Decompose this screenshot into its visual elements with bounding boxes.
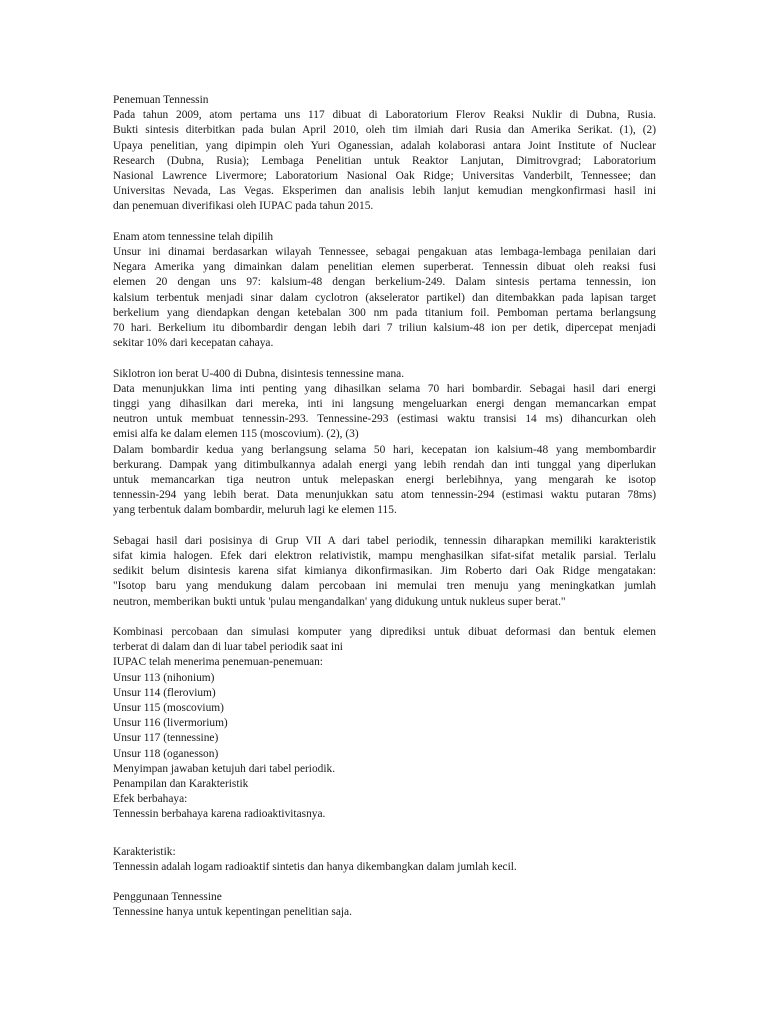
- section-penggunaan: [113, 890, 656, 920]
- text-line: Bukti sintesis diterbitkan pada bulan April 2010, oleh tim ilmiah dari Rusia dan Amerika Serikat. (1), (2): [113, 124, 656, 137]
- text-line: sedikit belum disintesis karena sifat kimianya dikonfirmasikan. Jim Roberto dari Oak Ridge mengatakan:: [113, 565, 656, 578]
- text-line: sekitar 10% dari kecepatan cahaya.: [113, 337, 274, 350]
- document-page: [113, 93, 656, 921]
- text-line: IUPAC telah menerima penemuan-penemuan:: [113, 656, 323, 669]
- text-line: Pada tahun 2009, atom pertama uns 117 dibuat di Laboratorium Flerov Reaksi Nuklir di Dubna, Rusia.: [113, 109, 656, 122]
- section-penemuan-tennessin: [113, 93, 656, 215]
- text-line: Research (Dubna, Rusia); Lembaga Penelitian untuk Reaktor Lanjutan, Dimitrovgrad; Laboratorium: [113, 154, 656, 167]
- text-line: Unsur 118 (oganesson): [113, 747, 219, 760]
- text-line: Unsur ini dinamai berdasarkan wilayah Tennessee, sebagai pengakuan atas lembaga-lembaga penilaian dari: [113, 246, 656, 259]
- text-line: Menyimpan jawaban ketujuh dari tabel periodik.: [113, 762, 336, 775]
- text-line: terberat di dalam dan di luar tabel periodik saat ini: [113, 641, 343, 654]
- section-karakteristik: [113, 845, 656, 875]
- text-line: Dalam bombardir kedua yang berlangsung selama 50 hari, kecepatan ion kalsium-48 yang membombardir: [113, 443, 656, 456]
- section-siklotron: [113, 367, 656, 519]
- section-first-line: Penggunaan Tennessine: [113, 891, 222, 904]
- section-kombinasi-percobaan: [113, 625, 656, 823]
- text-line: Unsur 114 (flerovium): [113, 686, 216, 699]
- text-line: kalsium terbentuk menjadi sinar dalam cyclotron (akselerator partikel) dan ditembakkan pada lapisan target: [113, 291, 656, 304]
- text-line: tennessin-294 yang lebih berat. Data menunjukkan satu atom tennessin-294 (estimasi waktu putaran 78ms): [113, 489, 656, 502]
- text-line: Tennessin berbahaya karena radioaktivitasnya.: [113, 808, 326, 821]
- text-line: tinggi yang dihasilkan dari mereka, inti ini langsung mengeluarkan energi dengan memancarkan empat: [113, 398, 656, 411]
- section-enam-atom: [113, 230, 656, 352]
- text-line: berkurang. Dampak yang ditimbulkannya adalah energi yang lebih rendah dan inti tunggal yang diperlukan: [113, 458, 656, 471]
- text-line: Unsur 116 (livermorium): [113, 717, 228, 730]
- text-line: neutron untuk membuat tennessin-293. Tennessine-293 (estimasi waktu transisi 14 ms) dihancurkan oleh: [113, 413, 656, 426]
- text-line: sifat kimia halogen. Efek dari elektron relativistik, mampu menghasilkan sifat-sifat metalik parsial. Terlalu: [113, 550, 656, 563]
- text-line: Upaya penelitian, yang dipimpin oleh Yuri Oganessian, adalah kolaborasi antara Joint Institute of Nuclear: [113, 139, 656, 152]
- section-grup-vii-a: [113, 534, 656, 610]
- text-line: emisi alfa ke dalam elemen 115 (moscovium). (2), (3): [113, 428, 359, 441]
- text-line: dan penemuan diverifikasi oleh IUPAC pada tahun 2015.: [113, 200, 374, 213]
- text-line: Penampilan dan Karakteristik: [113, 778, 249, 791]
- text-line: untuk memancarkan tiga neutron untuk melepaskan energi berlebihnya, yang mengarah ke isotop: [113, 474, 656, 487]
- text-line: Efek berbahaya:: [113, 793, 188, 806]
- text-line: Unsur 117 (tennessine): [113, 732, 219, 745]
- text-line: Universitas Nevada, Las Vegas. Eksperimen dan analisis lebih lanjut kemudian mengkonfirmasi hasil ini: [113, 185, 656, 198]
- text-line: Negara Amerika yang dimainkan dalam penelitian elemen superberat. Tennessin dibuat oleh reaksi fusi: [113, 261, 656, 274]
- section-first-line: Siklotron ion berat U-400 di Dubna, disintesis tennessine mana.: [113, 367, 405, 380]
- text-line: Unsur 113 (nihonium): [113, 671, 215, 684]
- text-line: Data menunjukkan lima inti penting yang dihasilkan selama 70 hari bombardir. Sebagai hasil dari energi: [113, 382, 656, 395]
- section-first-line: Sebagai hasil dari posisinya di Grup VII A dari tabel periodik, tennessin diharapkan memiliki karakteristik: [113, 534, 656, 547]
- text-line: elemen 20 dengan uns 97: kalsium-48 dengan berkelium-249. Dalam sintesis pertama tennessin, ion: [113, 276, 656, 289]
- text-line: Tennessine hanya untuk kepentingan penelitian saja.: [113, 906, 352, 919]
- text-line: Nasional Lawrence Livermore; Laboratorium Nasional Oak Ridge; Universitas Vanderbilt, Tennessee; dan: [113, 170, 656, 183]
- text-line: "Isotop baru yang mendukung dalam percobaan ini memulai tren menuju yang meningkatkan jumlah: [113, 580, 656, 593]
- text-line: 70 hari. Berkelium itu dibombardir dengan lebih dari 7 triliun kalsium-48 ion per detik, dipercepat menjadi: [113, 322, 656, 335]
- text-line: yang terbentuk dalam bombardir, meluruh lagi ke elemen 115.: [113, 504, 397, 517]
- section-first-line: Enam atom tennessine telah dipilih: [113, 230, 274, 243]
- section-first-line: Kombinasi percobaan dan simulasi komputer yang diprediksi untuk dibuat deformasi dan bentuk elemen: [113, 626, 656, 639]
- text-line: berkelium yang diendapkan dengan ketebalan 300 nm pada titanium foil. Pemboman pertama berlangsung: [113, 306, 656, 319]
- text-line: Tennessin adalah logam radioaktif sintetis dan hanya dikembangkan dalam jumlah kecil.: [113, 860, 517, 873]
- section-first-line: Penemuan Tennessin: [113, 94, 209, 106]
- section-first-line: Karakteristik:: [113, 845, 176, 858]
- text-line: neutron, memberikan bukti untuk 'pulau mengandalkan' yang didukung untuk nukleus super berat.": [113, 595, 566, 608]
- text-line: Unsur 115 (moscovium): [113, 702, 224, 715]
